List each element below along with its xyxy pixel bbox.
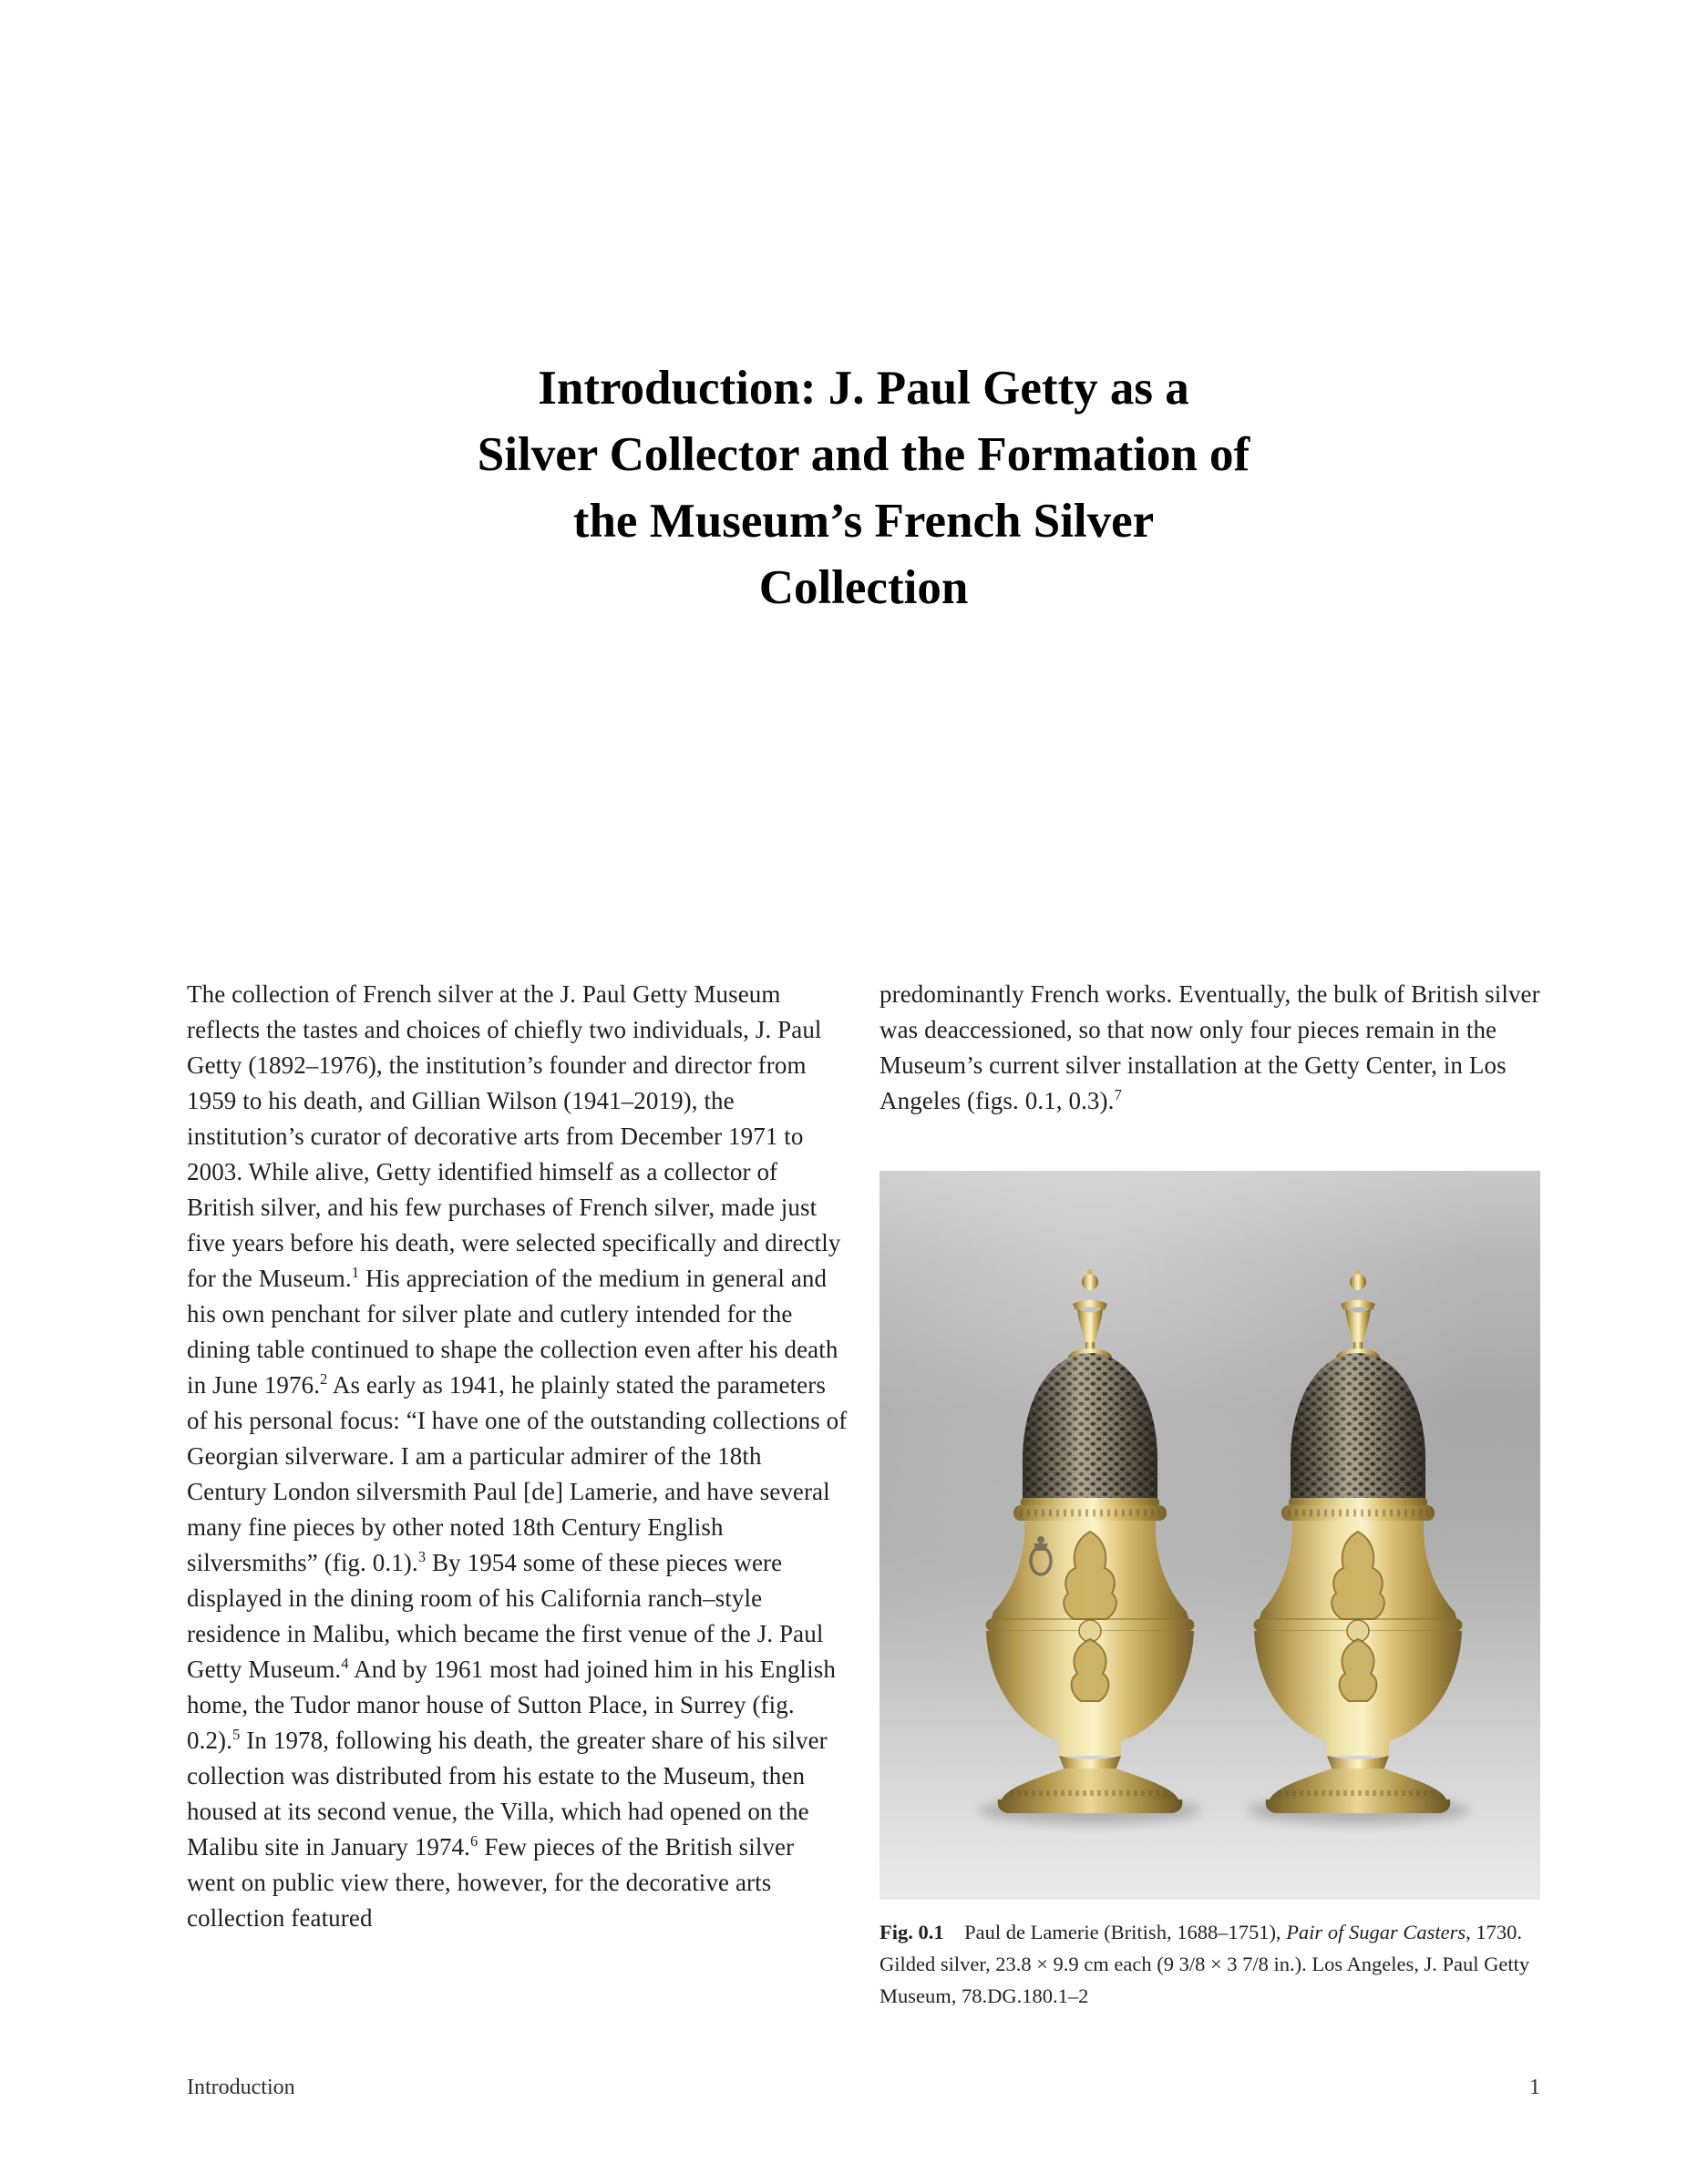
- figure-caption: [880, 1916, 1540, 2012]
- chapter-title-line: the Museum’s French Silver: [572, 495, 1155, 548]
- chapter-title-line: Introduction: J. Paul Getty as a: [538, 362, 1189, 415]
- page-footer: [187, 2076, 1540, 2100]
- footnote-marker: 3: [417, 1548, 427, 1565]
- body-column-left: [187, 977, 848, 1936]
- chapter-title-line: Collection: [758, 561, 969, 614]
- footnote-marker: 1: [351, 1264, 360, 1281]
- running-head: Introduction: [187, 2076, 295, 2099]
- sugar-casters-illustration: [880, 1171, 1540, 1900]
- footnote-marker: 6: [470, 1832, 478, 1850]
- page-number: 1: [1529, 2076, 1540, 2099]
- chapter-title-line: Silver Collector and the Formation of: [477, 428, 1250, 481]
- text-run: Pair of Sugar Casters: [1286, 1921, 1466, 1943]
- text-run: The collection of French silver at the J. Paul Getty Museum reflects the tastes and choices of chiefly two individuals, J. Paul Getty (1892–1976), the institution’s founder and director from 1959 to his death, and Gillian Wilson (1941–2019), the institution’s curator of decorative arts from December 1971 to 2003. While alive, Getty identified himself as a collector of British silver, and his few purchases of French silver, made just five years before his death, were selected specifically and directly for the Museum.: [187, 980, 841, 1292]
- text-run: In 1978, following his death, the greater share of his silver collection was distributed from his estate to the Museum, then housed at its second venue, the Villa, which had opened on the Malibu site in January 1974.: [187, 1727, 828, 1861]
- footnote-marker: 7: [1114, 1086, 1122, 1103]
- footnote-marker: 2: [320, 1370, 328, 1388]
- text-run: By 1954 some of these pieces were displayed in the dining room of his California ranch–style residence in Malibu, which became the first venue of the J. Paul Getty Museum.: [187, 1549, 824, 1683]
- text-run: And by 1961 most had joined him in his English home, the Tudor manor house of Sutton Place, in Surrey (fig. 0.2).: [187, 1656, 836, 1754]
- text-run: Few pieces of the British silver went on public view there, however, for the decorative arts collection featured: [187, 1833, 795, 1932]
- body-paragraph: [187, 977, 848, 1936]
- body-column-right: [880, 977, 1540, 1119]
- body-paragraph: [880, 977, 1540, 1119]
- chapter-title: [187, 355, 1540, 621]
- text-run: His appreciation of the medium in general and his own penchant for silver plate and cutlery intended for the dining table continued to shape the collection even after his death in June 1976.: [187, 1265, 838, 1399]
- text-run: , 1730. Gilded silver, 23.8 × 9.9 cm each (9 3/8 × 3 7/8 in.). Los Angeles, J. Paul Getty Museum, 78.DG.180.1–2: [880, 1921, 1530, 2007]
- text-run: Paul de Lamerie (British, 1688–1751),: [943, 1921, 1287, 1943]
- text-run: As early as 1941, he plainly stated the parameters of his personal focus: “I have one of the outstanding collections of Georgian silverware. I am a particular admirer of the 18th Century London silversmith Paul [de] Lamerie, and have several many fine pieces by other noted 18th Century English silversmiths” (fig. 0.1).: [187, 1371, 848, 1576]
- text-run: Fig. 0.1: [880, 1921, 944, 1943]
- figure-image: [880, 1171, 1540, 1900]
- footnote-marker: 5: [232, 1726, 241, 1743]
- footnote-marker: 4: [341, 1655, 349, 1672]
- text-run: predominantly French works. Eventually, the bulk of British silver was deaccessioned, so that now only four pieces remain in the Museum’s current silver installation at the Getty Center, in Los Angeles (figs. 0.1, 0.3).: [880, 980, 1540, 1114]
